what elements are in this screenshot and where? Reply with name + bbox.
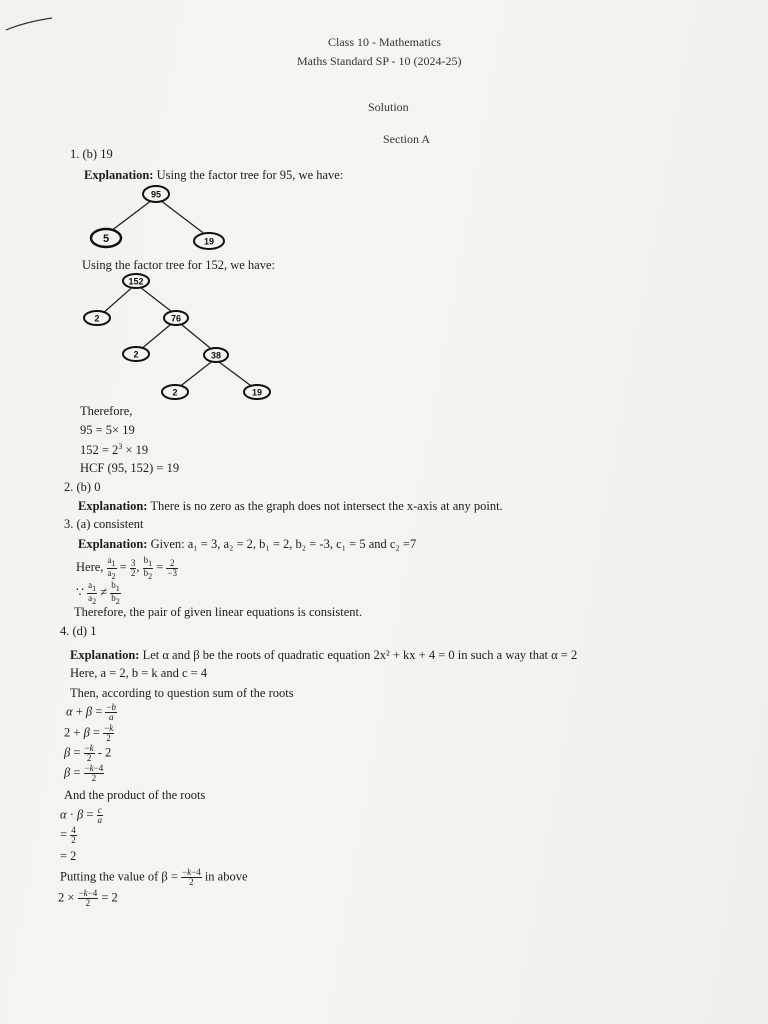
product-eq-1: α · β = $\frac{c}{a}$: [60, 805, 103, 825]
svg-text:2: 2: [133, 349, 139, 360]
svg-text:2: 2: [94, 313, 100, 324]
q2-explanation: Explanation: There is no zero as the graph does not intersect the x-axis at any point.: [78, 499, 503, 513]
tree152-node-2a: [84, 311, 110, 325]
product-eq-3: = 2: [60, 849, 77, 863]
svg-text:95: 95: [150, 189, 162, 200]
q3-conclusion: Therefore, the pair of given linear equations is consistent.: [74, 605, 363, 619]
q3-inequality: ∵ $\frac{a_1}{a_2}$ ≠ $\frac{b_1}{b_2}$: [76, 580, 120, 606]
tree152-node-2b: [123, 347, 149, 361]
tree152-intro: Using the factor tree for 152, we have:: [82, 258, 275, 272]
svg-text:2: 2: [172, 387, 178, 398]
q4-final-eq: 2 × $\frac{-k-4}{2}$ = 2: [58, 888, 118, 908]
tree95-root-node: [143, 186, 169, 202]
q4-product-intro: And the product of the roots: [64, 788, 206, 802]
q1-explanation: Explanation: Using the factor tree for 95, we have:: [84, 168, 344, 182]
pen-mark-icon: [0, 0, 80, 40]
svg-text:5: 5: [102, 233, 110, 245]
hcf-result: HCF (95, 152) = 19: [80, 461, 180, 475]
product-eq-2: = $\frac{4}{2}$: [60, 825, 76, 845]
svg-text:19: 19: [251, 387, 263, 398]
svg-text:76: 76: [170, 313, 182, 324]
solution-heading: Solution: [368, 100, 409, 114]
svg-text:152: 152: [128, 276, 144, 287]
tree152-node-76: [164, 311, 188, 325]
factor-152: $152 = 2^3 \times 19$: [80, 442, 149, 458]
svg-text:38: 38: [210, 350, 222, 361]
sum-eq-4: β = $\frac{-k-4}{2}$: [64, 763, 104, 783]
q4-explanation: Explanation: Let α and β be the roots of quadratic equation 2x² + kx + 4 = 0 in such a way that α = 2: [70, 648, 578, 662]
q4-sum-intro: Then, according to question sum of the roots: [70, 686, 294, 700]
therefore-label: Therefore,: [80, 404, 133, 418]
tree95-left-node: [91, 229, 121, 247]
q1-answer: 1. (b) 19: [70, 147, 113, 161]
factor-95: 95 = 5× 19: [80, 423, 135, 437]
tree152-node-2c: [162, 385, 188, 399]
class-title: Class 10 - Mathematics: [328, 35, 441, 49]
tree152-node-19: [244, 385, 270, 399]
sum-eq-3: β = $\frac{-k}{2}$ - 2: [64, 743, 112, 763]
q2-answer: 2. (b) 0: [64, 480, 101, 494]
paper-title: Maths Standard SP - 10 (2024-25): [297, 54, 462, 68]
q3-explanation: Explanation: Given: a₁ = 3, a₂ = 2, b₁ = 2, b₂ = -3, c₁ = 5 and c₂ =7: [78, 537, 417, 551]
sum-eq-2: 2 + β = $\frac{-k}{2}$: [64, 723, 114, 743]
factor-tree-95: [84, 183, 244, 255]
tree152-node-152: [123, 274, 149, 288]
q4-putting: Putting the value of β = $\frac{-k-4}{2}$ in above: [60, 867, 248, 887]
tree95-right-node: [194, 233, 224, 249]
tree152-node-38: [204, 348, 228, 362]
svg-text:19: 19: [203, 236, 215, 247]
q4-answer: 4. (d) 1: [60, 624, 97, 638]
q3-ratios: Here, $\frac{a_1}{a_2}$ = $\frac{3}{2}$ , $\frac{b_1}{b_2}$ = $\frac{2}{-3}$: [76, 555, 177, 581]
q3-answer: 3. (a) consistent: [64, 517, 144, 531]
q4-coefficients: Here, a = 2, b = k and c = 4: [70, 666, 208, 680]
section-heading: Section A: [383, 132, 430, 146]
sum-eq-1: α + β = $\frac{-b}{a}$: [66, 702, 116, 722]
factor-tree-152: [78, 270, 278, 405]
